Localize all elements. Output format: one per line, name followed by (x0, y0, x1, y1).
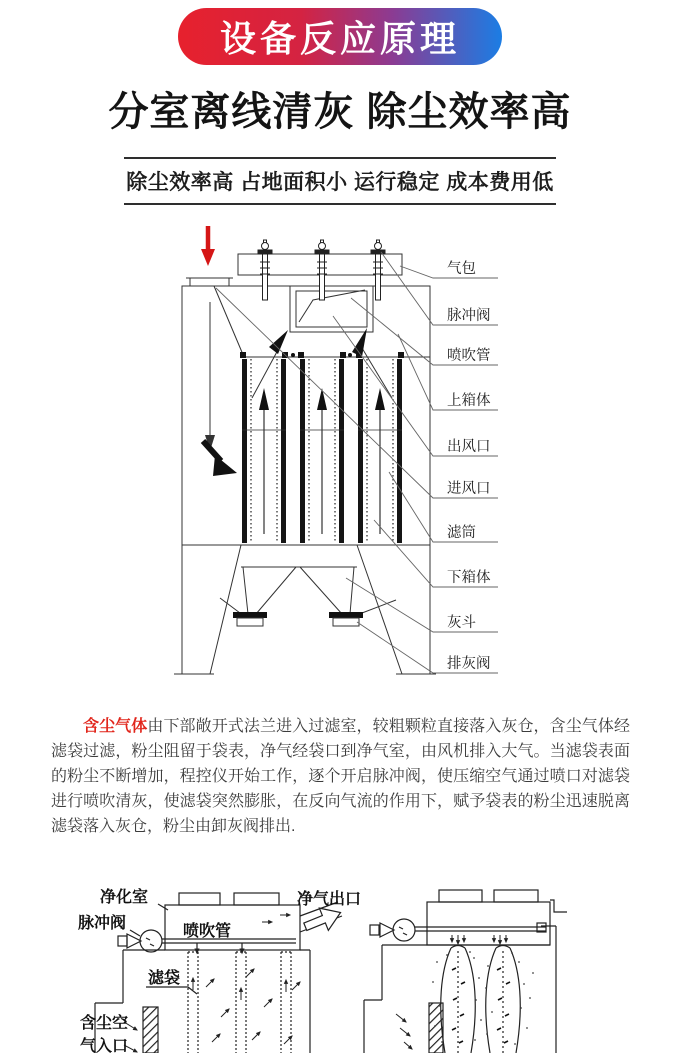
air-inlet-label: 进风口 (447, 481, 491, 497)
filter-bag-label: 滤袋 (148, 970, 181, 987)
pulse-valve (370, 919, 415, 941)
upper-box-label: 上箱体 (447, 393, 491, 409)
page-title: 分室离线清灰 除尘效率高 (108, 90, 572, 134)
banner-title: 设备反应原理 (219, 18, 461, 59)
subtitle: 除尘效率高 占地面积小 运行稳定 成本费用低 (124, 157, 556, 205)
pulse-jet-arrows (396, 935, 506, 1049)
bag-diagram-pulse-cleaning (364, 890, 567, 1053)
clean-air-outlet-label: 净气出口 (297, 891, 362, 908)
filter-cartridge (356, 352, 404, 543)
title-banner (178, 8, 502, 65)
bag-diagram-filtering (95, 893, 345, 1053)
filter-cartridge (240, 352, 288, 543)
filter-bags (188, 952, 291, 1053)
main-dust-collector-diagram (0, 222, 680, 700)
ash-valve-label: 排灰阀 (447, 656, 491, 672)
subtitle-wrap (0, 157, 680, 205)
clean-room-label: 净化室 (100, 889, 149, 906)
pulse-valve (118, 930, 162, 952)
inflated-filter-bags (441, 946, 521, 1053)
air-bag-label: 气包 (447, 261, 476, 277)
dusty-air-inlet-duct (143, 1007, 158, 1053)
description-highlight: 含尘气体 (83, 718, 148, 735)
blow-pipe-label: 喷吹管 (447, 348, 491, 364)
air-outlet-label: 出风口 (447, 439, 491, 455)
ash-hopper-label: 灰斗 (447, 615, 476, 631)
filter-cartridge-label: 滤筒 (447, 525, 476, 541)
blow-pipe-label: 喷吹管 (183, 923, 232, 940)
description-body: 由下部敞开式法兰进入过滤室，较粗颗粒直接落入灰仓，含尘气体经滤袋过滤，粉尘阻留于袋表，净气经袋口到净气室，由风机排入大气。当滤袋表面的粉尘不断增加，程控仪开始工作，逐个开启脉冲阀，使压缩空气通过喷口对滤袋进行喷吹清灰，使滤袋突然膨胀，在反向气流的作用下，赋予袋表的粉尘迅速脱离滤袋落入灰仓，粉尘由卸灰阀排出. (51, 718, 630, 835)
pulse-valve-label: 脉冲阀 (78, 915, 127, 932)
dusty-air-inlet-label-line1: 含尘空 (80, 1015, 129, 1032)
discharge-valves (233, 612, 363, 626)
pulse-valve-label: 脉冲阀 (447, 308, 491, 324)
pulse-valve (258, 240, 272, 300)
outlet-window (290, 286, 373, 332)
clean-air-plenum (427, 902, 550, 945)
blow-pipe (415, 927, 546, 931)
description-paragraph (51, 714, 630, 839)
filter-cartridge (298, 352, 346, 543)
bag-filter-diagrams (0, 858, 680, 1053)
lower-box-label: 下箱体 (447, 570, 491, 586)
dusty-air-inlet-label-line2: 气入口 (80, 1038, 129, 1053)
